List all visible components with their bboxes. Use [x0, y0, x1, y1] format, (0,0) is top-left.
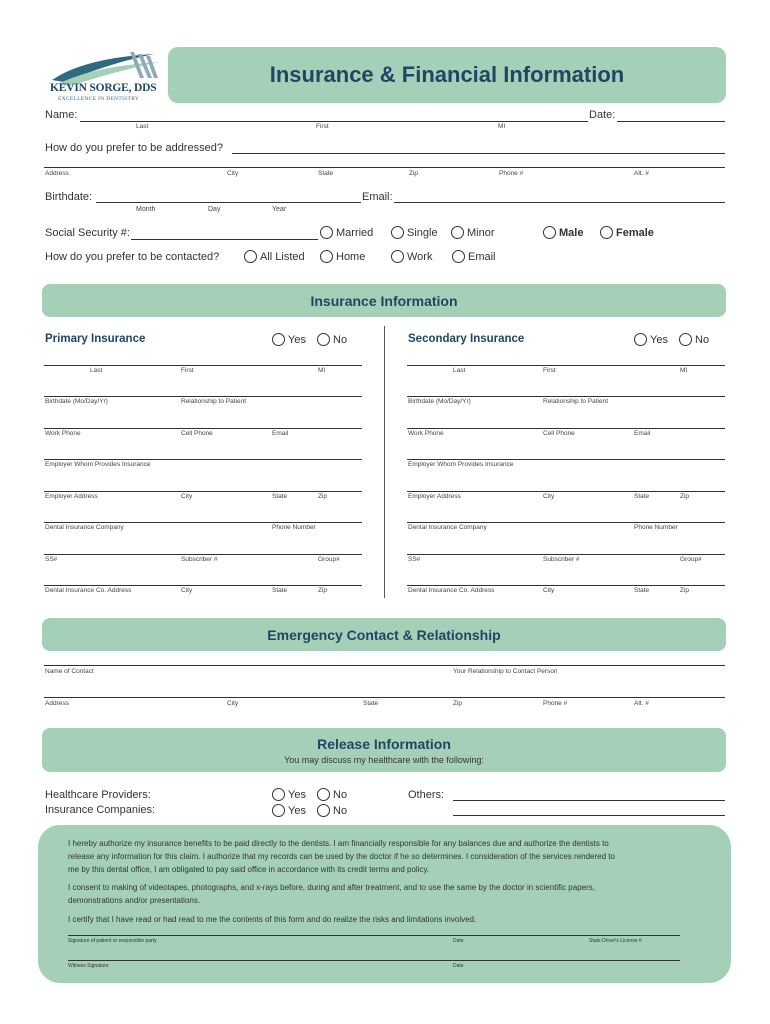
primary-first: First: [181, 367, 194, 374]
primary-birthdate: Birthdate (Mo/Day/Yr): [45, 398, 108, 405]
home-radio[interactable]: [320, 250, 365, 263]
secondary-yes-radio[interactable]: [634, 333, 668, 346]
primary-ss-line[interactable]: [44, 554, 362, 555]
secondary-birthdate: Birthdate (Mo/Day/Yr): [408, 398, 471, 405]
minor-radio[interactable]: [451, 226, 495, 239]
primary-mi: MI: [318, 367, 326, 374]
companies-label: Insurance Companies:: [45, 804, 156, 816]
primary-work-phone: Work Phone: [45, 430, 81, 437]
all-listed-radio[interactable]: [244, 250, 305, 263]
secondary-company-phone: Phone Number: [634, 524, 678, 531]
home-label: Home: [336, 250, 366, 263]
male-label: Male: [559, 226, 584, 239]
secondary-no-label: No: [695, 333, 710, 346]
work-label: Work: [407, 250, 433, 263]
emerg-sub-state: State: [363, 700, 379, 707]
secondary-insurance-title: Secondary Insurance: [408, 333, 525, 345]
primary-no-label: No: [333, 333, 348, 346]
primary-company-phone: Phone Number: [272, 524, 316, 531]
release-header: Release Information: [317, 735, 451, 752]
radio-circle-icon: [317, 788, 330, 801]
secondary-cell-phone: Cell Phone: [543, 430, 575, 437]
primary-co-state: State: [272, 587, 288, 594]
companies-no-radio[interactable]: [317, 804, 347, 817]
primary-birth-line[interactable]: [44, 396, 362, 397]
address-input[interactable]: [44, 167, 725, 168]
addressed-input[interactable]: [232, 153, 725, 154]
secondary-yes-label: Yes: [650, 333, 668, 346]
secondary-employer-line[interactable]: [407, 459, 725, 460]
primary-employer-address: Employer Address: [45, 493, 98, 500]
secondary-group: Group#: [680, 556, 702, 563]
emergency-contact-line[interactable]: [44, 665, 725, 666]
others-label: Others:: [408, 789, 445, 801]
secondary-no-radio[interactable]: [679, 333, 709, 346]
secondary-email: Email: [634, 430, 651, 437]
title-bar: [168, 47, 726, 103]
healthcare-no-label: No: [333, 788, 348, 801]
secondary-subscriber: Subscriber #: [543, 556, 580, 563]
email-label: Email:: [362, 191, 393, 203]
secondary-co-city: City: [543, 587, 555, 594]
addr-sub-address: Address: [45, 170, 69, 177]
secondary-birth-line[interactable]: [407, 396, 725, 397]
page-title: Insurance & Financial Information: [269, 62, 625, 87]
secondary-company-line[interactable]: [407, 522, 725, 523]
birth-sub-day: Day: [208, 206, 221, 213]
addr-sub-state: State: [318, 170, 334, 177]
secondary-city: City: [543, 493, 555, 500]
secondary-ss-line[interactable]: [407, 554, 725, 555]
emerg-sub-phone: Phone #: [543, 700, 568, 707]
radio-circle-icon: [244, 250, 257, 263]
primary-employer-address-line[interactable]: [44, 491, 362, 492]
name-input[interactable]: [80, 121, 588, 122]
secondary-zip: Zip: [680, 493, 690, 500]
primary-company: Dental Insurance Company: [45, 524, 124, 531]
logo: [44, 48, 164, 108]
auth-p2-l1: I consent to making of videotapes, photographs, and x-rays before, during and after treatment, and to use the same by the doctor in scientific papers,: [68, 883, 595, 892]
addr-sub-city: City: [227, 170, 239, 177]
secondary-work-phone: Work Phone: [408, 430, 444, 437]
primary-zip: Zip: [318, 493, 328, 500]
secondary-co-address-line[interactable]: [407, 585, 725, 586]
witness-line[interactable]: [68, 960, 680, 961]
email-option-label: Email: [468, 250, 496, 263]
primary-employer-line[interactable]: [44, 459, 362, 460]
witness-date-label: Date: [453, 963, 464, 969]
primary-cell-phone: Cell Phone: [181, 430, 213, 437]
secondary-company: Dental Insurance Company: [408, 524, 487, 531]
auth-p1-l1: I hereby authorize my insurance benefits to be paid directly to the dentists. I am financially responsible for any balances due and authorize the dentists to: [68, 839, 609, 848]
radio-circle-icon: [679, 333, 692, 346]
primary-state: State: [272, 493, 288, 500]
signature-line[interactable]: [68, 935, 680, 936]
secondary-name-line[interactable]: [407, 365, 725, 366]
primary-group: Group#: [318, 556, 340, 563]
emergency-address-line[interactable]: [44, 697, 725, 698]
auth-p2-l2: demonstrations and/or presentations.: [68, 896, 201, 905]
release-header-bar: [42, 728, 726, 772]
others-input-1[interactable]: [453, 800, 725, 801]
logo-name: KEVIN SORGE, DDS: [50, 82, 157, 94]
emergency-name-of-contact: Name of Contact: [45, 668, 94, 675]
primary-ss: SS#: [45, 556, 58, 563]
radio-circle-icon: [451, 226, 464, 239]
date-input[interactable]: [617, 121, 725, 122]
primary-last: Last: [90, 367, 103, 374]
logo-tagline: EXCELLENCE IN DENTISTRY: [58, 96, 140, 102]
secondary-co-address: Dental Insurance Co. Address: [408, 587, 495, 594]
radio-circle-icon: [272, 788, 285, 801]
addr-sub-phone: Phone #: [499, 170, 524, 177]
radio-circle-icon: [272, 333, 285, 346]
primary-co-city: City: [181, 587, 193, 594]
companies-no-label: No: [333, 804, 348, 817]
radio-circle-icon: [272, 804, 285, 817]
emergency-header-bar: [42, 618, 726, 651]
authorization-box: [38, 825, 731, 983]
work-radio[interactable]: [391, 250, 432, 263]
married-radio[interactable]: [320, 226, 373, 239]
signature-date-label: Date: [453, 938, 464, 944]
license-label: State Driver's License #: [589, 938, 642, 944]
male-radio[interactable]: [543, 226, 583, 239]
radio-circle-icon: [543, 226, 556, 239]
birthdate-input[interactable]: [96, 202, 361, 203]
emerg-sub-city: City: [227, 700, 239, 707]
primary-name-line[interactable]: [44, 365, 362, 366]
minor-label: Minor: [467, 226, 495, 239]
primary-co-address-line[interactable]: [44, 585, 362, 586]
radio-circle-icon: [317, 333, 330, 346]
radio-circle-icon: [317, 804, 330, 817]
healthcare-no-radio[interactable]: [317, 788, 347, 801]
insurance-header: Insurance Information: [310, 292, 458, 309]
email-radio[interactable]: [452, 250, 496, 263]
radio-circle-icon: [320, 250, 333, 263]
release-subtitle: You may discuss my healthcare with the following:: [284, 754, 484, 765]
name-sub-last: Last: [136, 123, 149, 130]
emerg-sub-address: Address: [45, 700, 69, 707]
single-radio[interactable]: [391, 226, 438, 239]
secondary-co-state: State: [634, 587, 650, 594]
secondary-phone-line[interactable]: [407, 428, 725, 429]
signature-label: Signature of patient or responsible party: [68, 938, 157, 944]
primary-co-address: Dental Insurance Co. Address: [45, 587, 132, 594]
birth-sub-year: Year: [272, 206, 287, 213]
primary-yes-radio[interactable]: [272, 333, 306, 346]
primary-phone-line[interactable]: [44, 428, 362, 429]
addr-sub-zip: Zip: [409, 170, 419, 177]
radio-circle-icon: [600, 226, 613, 239]
emerg-sub-alt: Alt. #: [634, 700, 649, 707]
witness-label: Witness Signature: [68, 963, 109, 969]
secondary-co-zip: Zip: [680, 587, 690, 594]
secondary-employer-address-line[interactable]: [407, 491, 725, 492]
addr-sub-alt: Alt. #: [634, 170, 649, 177]
radio-circle-icon: [452, 250, 465, 263]
name-sub-mi: MI: [498, 123, 506, 130]
female-radio[interactable]: [600, 226, 654, 239]
healthcare-label: Healthcare Providers:: [45, 789, 151, 801]
radio-circle-icon: [391, 250, 404, 263]
name-label: Name:: [45, 109, 78, 121]
radio-circle-icon: [391, 226, 404, 239]
primary-insurance-title: Primary Insurance: [45, 333, 146, 345]
secondary-employer: Employer Whom Provides Insurance: [408, 461, 514, 468]
secondary-ss: SS#: [408, 556, 421, 563]
secondary-employer-address: Employer Address: [408, 493, 461, 500]
married-label: Married: [336, 226, 374, 239]
date-label: Date:: [589, 109, 616, 121]
email-input[interactable]: [394, 202, 725, 203]
primary-co-zip: Zip: [318, 587, 328, 594]
ssn-label: Social Security #:: [45, 227, 130, 239]
secondary-state: State: [634, 493, 650, 500]
radio-circle-icon: [320, 226, 333, 239]
all-listed-label: All Listed: [260, 250, 305, 263]
healthcare-yes-label: Yes: [288, 788, 306, 801]
secondary-relationship: Relationship to Patient: [543, 398, 609, 405]
others-input-2[interactable]: [453, 815, 725, 816]
primary-subscriber: Subscriber #: [181, 556, 218, 563]
insurance-divider: [384, 326, 385, 598]
ssn-input[interactable]: [131, 239, 318, 240]
primary-no-radio[interactable]: [317, 333, 347, 346]
healthcare-yes-radio[interactable]: [272, 788, 306, 801]
insurance-header-bar: [42, 284, 726, 317]
secondary-mi: MI: [680, 367, 688, 374]
primary-company-line[interactable]: [44, 522, 362, 523]
primary-relationship: Relationship to Patient: [181, 398, 247, 405]
emergency-header: Emergency Contact & Relationship: [267, 626, 501, 643]
secondary-first: First: [543, 367, 556, 374]
single-label: Single: [407, 226, 438, 239]
auth-p1-l3: me by this dental office, I am obligated to pay said office in accordance with its credit terms and policy.: [68, 865, 430, 874]
auth-p1-l2: release any information for this claim. I authorize that my records can be used by the doctor if he so determines. I consideration of the services rendered to: [68, 852, 615, 861]
contact-question: How do you prefer to be contacted?: [45, 251, 220, 263]
primary-yes-label: Yes: [288, 333, 306, 346]
birth-sub-month: Month: [136, 206, 156, 213]
radio-circle-icon: [634, 333, 647, 346]
emergency-relationship: Your Relationship to Contact Person: [453, 668, 558, 675]
secondary-last: Last: [453, 367, 466, 374]
primary-city: City: [181, 493, 193, 500]
primary-email: Email: [272, 430, 289, 437]
auth-p3: I certify that I have read or had read to me the contents of this form and do realize the risks and limitations involved.: [68, 915, 477, 924]
emerg-sub-zip: Zip: [453, 700, 463, 707]
birthdate-label: Birthdate:: [45, 191, 93, 203]
female-label: Female: [616, 226, 654, 239]
companies-yes-label: Yes: [288, 804, 306, 817]
name-sub-first: First: [316, 123, 329, 130]
primary-employer: Employer Whom Provides Insurance: [45, 461, 151, 468]
companies-yes-radio[interactable]: [272, 804, 306, 817]
address-question: How do you prefer to be addressed?: [45, 142, 223, 154]
